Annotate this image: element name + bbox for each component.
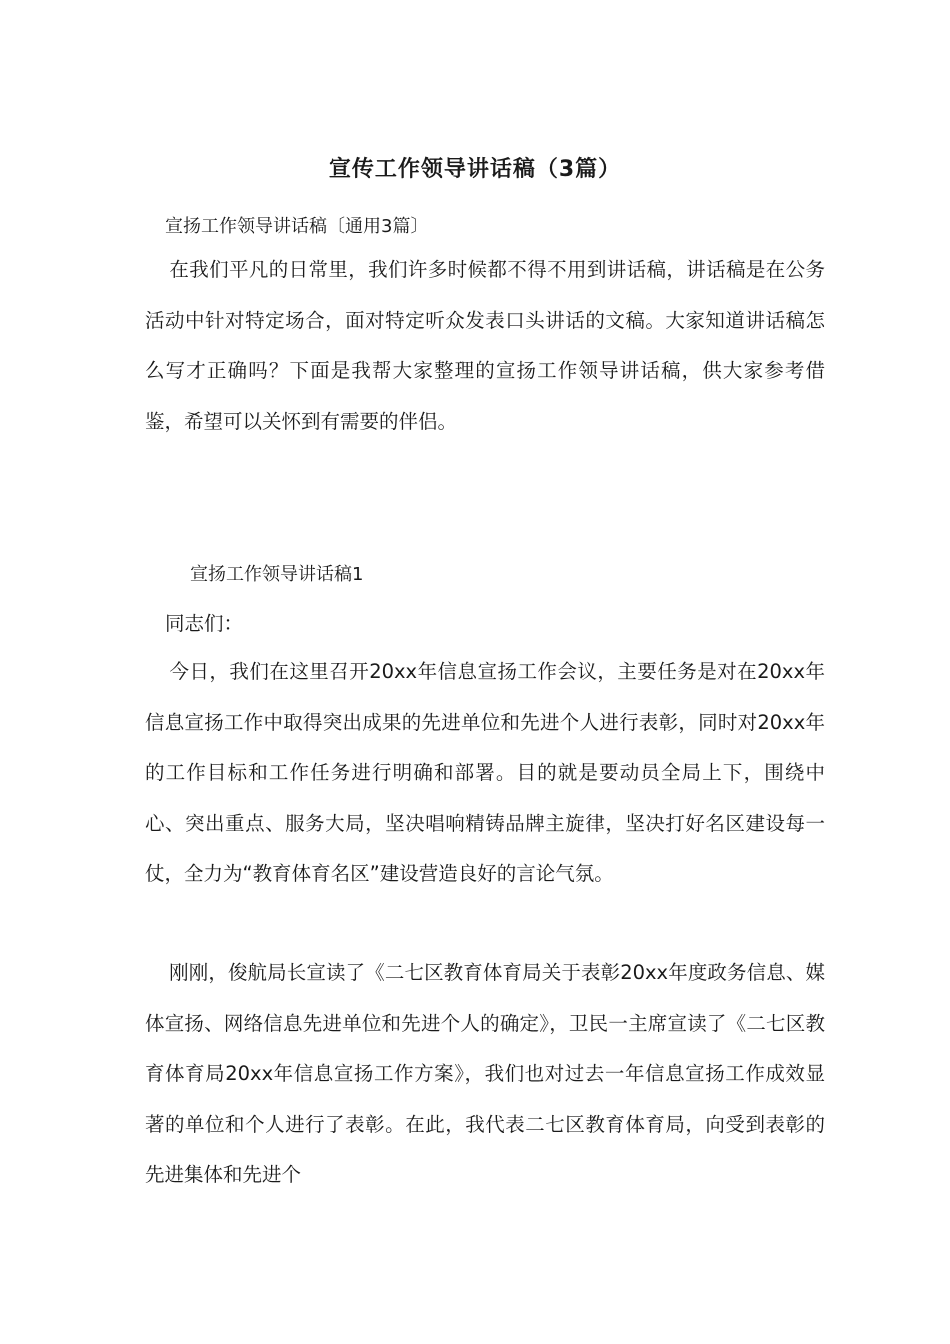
- salutation: 同志们：: [165, 612, 244, 635]
- intro-paragraph: [145, 245, 825, 447]
- paragraph-text: 刚刚，俊航局长宣读了《二七区教育体育局关于表彰20xx年度政务信息、媒体宣扬、网络信息先进单位和先进个人的确定》，卫民一主席宣读了《二七区教育体育局20xx年信息宣扬工作方案》，我们也对过去一年信息宣扬工作成效显著的单位和个人进行了表彰。在此，我代表二七区教育体育局，向受到表彰的先进集体和先进个: [145, 961, 825, 1187]
- paragraph-text: 今日，我们在这里召开20xx年信息宣扬工作会议，主要任务是对在20xx年信息宣扬工作中取得突出成果的先进单位和先进个人进行表彰，同时对20xx年的工作目标和工作任务进行明确和部署。目的就是要动员全局上下，围绕中心、突出重点、服务大局，坚决唱响精铸品牌主旋律，坚决打好名区建设每一仗，全力为“教育体育名区”建设营造良好的言论气氛。: [145, 660, 825, 886]
- document-subtitle: 宣扬工作领导讲话稿〔通用3篇〕: [165, 216, 429, 237]
- section-heading: 宣扬工作领导讲话稿1: [190, 564, 364, 585]
- body-paragraph: [145, 647, 825, 900]
- intro-text: 在我们平凡的日常里，我们许多时候都不得不用到讲话稿，讲话稿是在公务活动中针对特定场合，面对特定听众发表口头讲话的文稿。大家知道讲话稿怎么写才正确吗？下面是我帮大家整理的宣扬工作领导讲话稿，供大家参考借鉴，希望可以关怀到有需要的伴侣。: [145, 258, 825, 433]
- document-title: 宣传工作领导讲话稿（3篇）: [328, 157, 622, 182]
- body-paragraph: [145, 948, 825, 1201]
